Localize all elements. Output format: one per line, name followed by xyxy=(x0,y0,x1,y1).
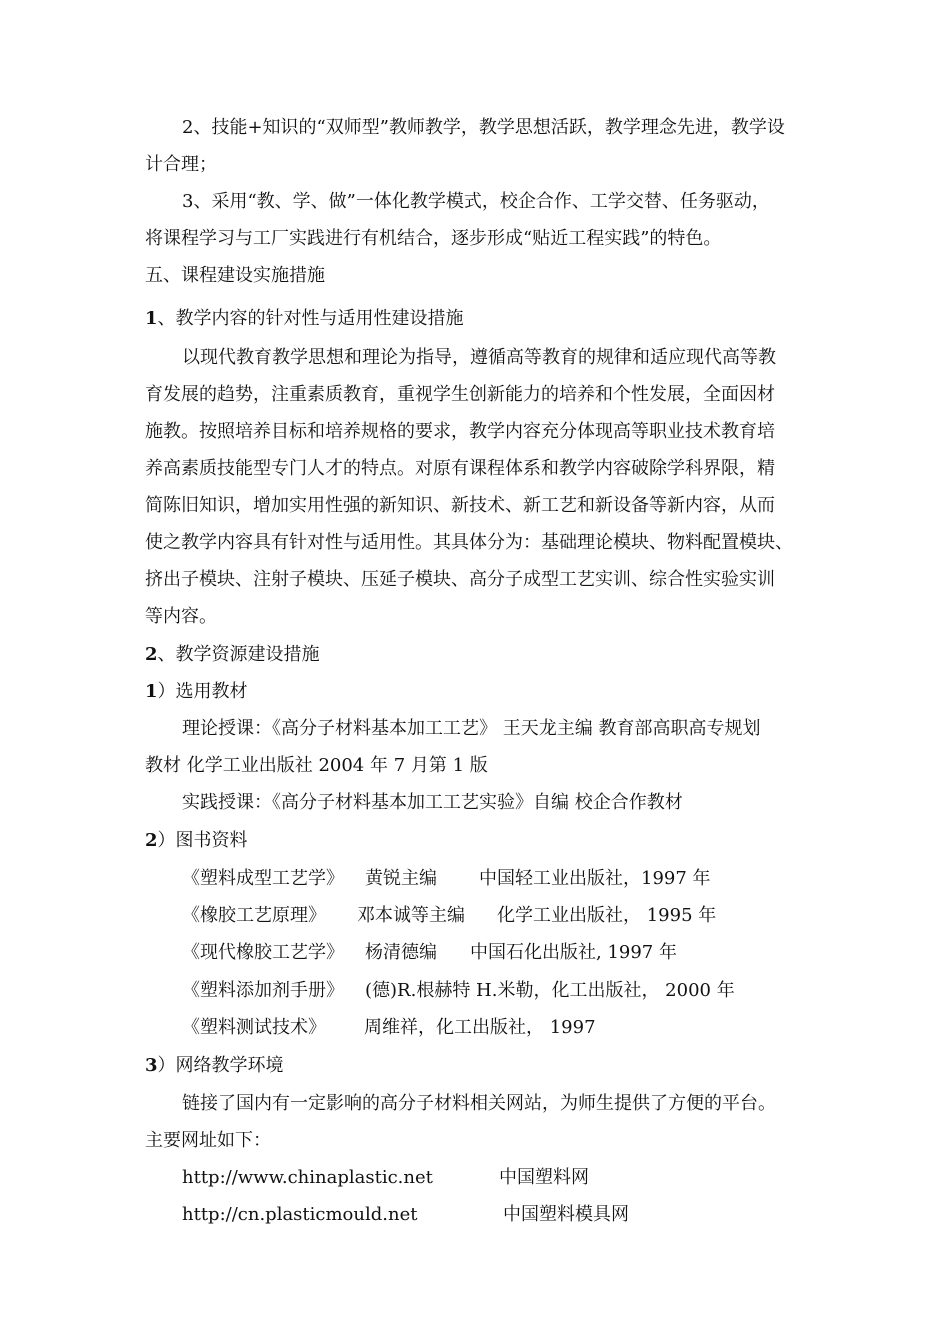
network-line1: 链接了国内有一定影响的高分子材料相关网站，为师生提供了方便的平台。 xyxy=(182,1093,776,1114)
para1-line6: 使之教学内容具有针对性与适用性。其具体分为：基础理论模块、物料配置模块、 xyxy=(145,532,793,553)
site-name: 中国塑料网 xyxy=(499,1167,589,1188)
book-item xyxy=(182,904,717,928)
site-item xyxy=(182,1203,629,1227)
site-url: http://cn.plasticmould.net xyxy=(182,1204,418,1225)
site-url: http://www.chinaplastic.net xyxy=(182,1167,433,1188)
subheading-2-3-text: ）网络教学环境 xyxy=(157,1055,284,1076)
section-heading: 五、课程建设实施措施 xyxy=(145,265,325,286)
book-author: 杨清德编 xyxy=(365,942,437,963)
site-item xyxy=(182,1166,589,1190)
site-name: 中国塑料模具网 xyxy=(503,1204,629,1225)
para1-line4: 养高素质技能型专门人才的特点。对原有课程体系和教学内容破除学科界限，精 xyxy=(145,458,775,479)
book-author-publisher: 周维祥，化工出版社， 1997 xyxy=(364,1017,596,1038)
para1-line3: 施教。按照培养目标和培养规格的要求，教学内容充分体现高等职业技术教育培 xyxy=(145,421,775,442)
item2-line2: 计合理； xyxy=(145,154,217,175)
subheading-2-2 xyxy=(145,829,248,853)
para1-line2: 育发展的趋势，注重素质教育，重视学生创新能力的培养和个性发展，全面因材 xyxy=(145,384,775,405)
book-title: 《橡胶工艺原理》 xyxy=(182,905,326,926)
subheading-2 xyxy=(145,643,320,667)
para1-line7: 挤出子模块、注射子模块、压延子模块、高分子成型工艺实训、综合性实验实训 xyxy=(145,569,775,590)
book-title: 《塑料添加剂手册》 xyxy=(182,980,344,1001)
book-title: 《塑料成型工艺学》 xyxy=(182,868,344,889)
textbook-theory-line2: 教材 化学工业出版社 2004 年 7 月第 1 版 xyxy=(145,755,488,776)
subheading-2-1-num: 1 xyxy=(145,681,158,702)
para1-line8: 等内容。 xyxy=(145,606,217,627)
subheading-1 xyxy=(145,307,464,331)
book-item xyxy=(182,1016,596,1040)
item3-line1: 3、采用“教、学、做”一体化教学模式，校企合作、工学交替、任务驱动， xyxy=(182,191,770,212)
subheading-2-3 xyxy=(145,1054,284,1078)
subheading-2-1 xyxy=(145,680,248,704)
subheading-1-text: 、教学内容的针对性与适用性建设措施 xyxy=(157,308,464,329)
item3-line2: 将课程学习与工厂实践进行有机结合，逐步形成“贴近工程实践”的特色。 xyxy=(145,228,722,249)
para1-line1: 以现代教育教学思想和理论为指导，遵循高等教育的规律和适应现代高等教 xyxy=(182,347,776,368)
textbook-practice: 实践授课：《高分子材料基本加工工艺实验》自编 校企合作教材 xyxy=(182,792,683,813)
book-title: 《现代橡胶工艺学》 xyxy=(182,942,344,963)
book-publisher: 化学工业出版社， 1995 年 xyxy=(497,905,717,926)
subheading-2-2-text: ）图书资料 xyxy=(157,830,248,851)
subheading-2-num: 2 xyxy=(145,644,158,665)
subheading-1-num: 1 xyxy=(145,308,158,329)
textbook-theory-line1: 理论授课：《高分子材料基本加工工艺》 王天龙主编 教育部高职高专规划 xyxy=(182,718,761,739)
book-item xyxy=(182,979,735,1003)
item2-line1: 2、技能+知识的“双师型”教师教学，教学思想活跃，教学理念先进，教学设 xyxy=(182,117,785,138)
network-line2: 主要网址如下： xyxy=(145,1130,271,1151)
book-author: 邓本诚等主编 xyxy=(357,905,465,926)
book-title: 《塑料测试技术》 xyxy=(182,1017,326,1038)
book-author-publisher: (德)R.根赫特 H.米勒，化工出版社， 2000 年 xyxy=(365,980,735,1001)
book-publisher: 中国轻工业出版社，1997 年 xyxy=(479,868,711,889)
subheading-2-3-num: 3 xyxy=(145,1055,158,1076)
para1-line5: 简陈旧知识，增加实用性强的新知识、新技术、新工艺和新设备等新内容，从而 xyxy=(145,495,775,516)
book-item xyxy=(182,867,711,891)
book-item xyxy=(182,941,677,965)
subheading-2-1-text: ）选用教材 xyxy=(157,681,248,702)
subheading-2-2-num: 2 xyxy=(145,830,158,851)
subheading-2-text: 、教学资源建设措施 xyxy=(157,644,320,665)
book-author: 黄锐主编 xyxy=(365,868,437,889)
book-publisher: 中国石化出版社, 1997 年 xyxy=(470,942,677,963)
